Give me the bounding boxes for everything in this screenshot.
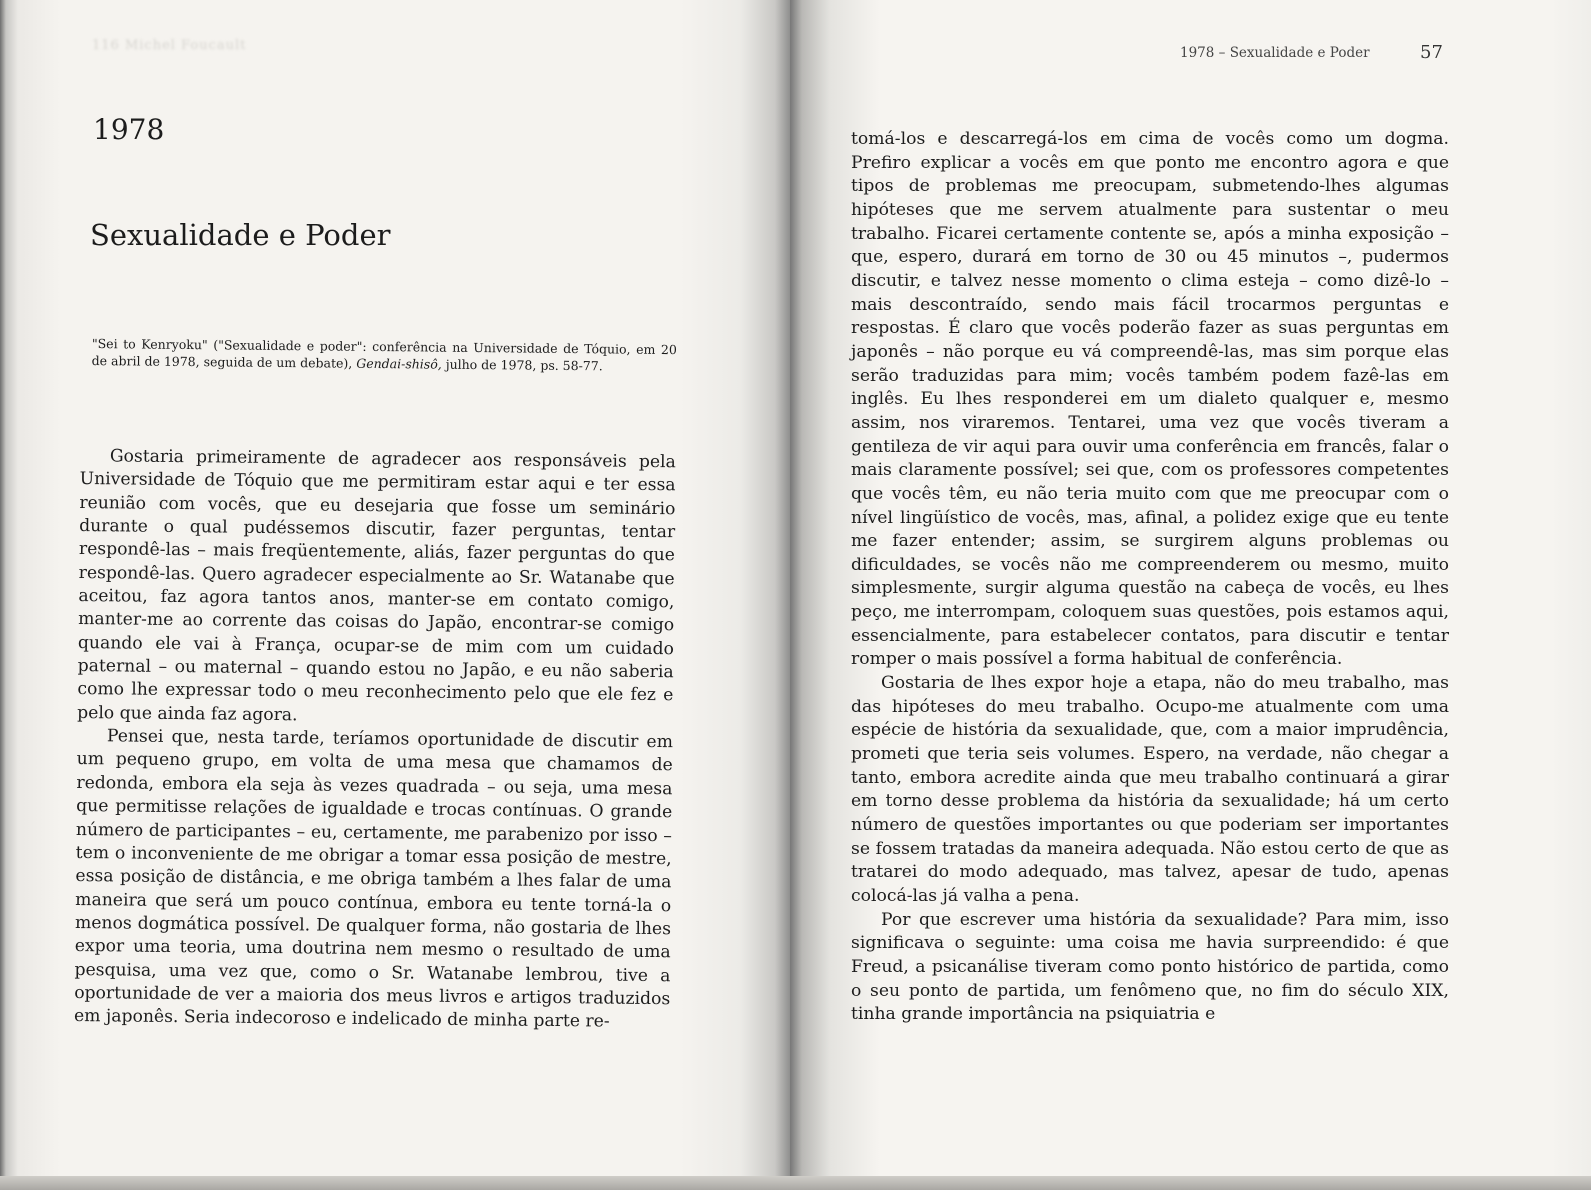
running-head: 1978 – Sexualidade e Poder (1180, 45, 1370, 61)
page-bottom-edge (0, 1176, 1591, 1190)
paragraph: Por que escrever uma história da sexualidade? Para mim, isso significava o seguinte: uma coisa me havia surpreendido: é que Freud, a psicanálise tiveram como ponto histórico de partida, como o seu ponto de partida, um fenômeno que, no fim do século XIX, tinha grande importância na psiquiatria e (851, 909, 1449, 1025)
right-body-text (851, 128, 1449, 1027)
chapter-year: 1978 (93, 113, 165, 146)
source-note-date: julho de 1978, ps. 58-77. (445, 356, 603, 374)
source-note (92, 335, 677, 375)
left-body-text (74, 445, 676, 1035)
paragraph: Gostaria de lhes expor hoje a etapa, não do meu trabalho, mas das hipóteses do meu trabalho. Ocupo-me atualmente com uma espécie de história da sexualidade, que, com a maior imprudência, prometi que teria seis volumes. Espero, na verdade, não chegar a tanto, embora acredite ainda que meu trabalho continuará a girar em torno desse problema da história da sexualidade; há um certo número de questões importantes ou que poderiam ser importantes se fossem tratadas da maneira adequada. Não estou certo de que as tratarei do modo adequado, mas talvez, apesar de tudo, apenas colocá-las já valha a pena. (851, 673, 1449, 906)
source-note-text: "Sei to Kenryoku" ("Sexualidade e poder": conferência na Universidade de Tóquio, em 20 de abril de 1978, seguida de um debate), (91, 335, 677, 371)
page-number: 57 (1420, 42, 1443, 63)
chapter-title: Sexualidade e Poder (90, 218, 391, 252)
left-page (0, 0, 790, 1180)
paragraph: Pensei que, nesta tarde, teríamos oportunidade de discutir em um pequeno grupo, em volta de uma mesa que chamamos de redonda, embora ela seja às vezes quadrada – ou seja, uma mesa que permitisse relações de igualdade e trocas contínuas. O grande número de participantes – eu, certamente, me parabenizo por isso – tem o inconveniente de me obrigar a tomar essa posição de mestre, essa posição de distância, e me obriga também a lhes falar de uma maneira que será um pouco contínua, embora eu tente torná-la o menos dogmática possível. De qualquer forma, não gostaria de lhes expor uma teoria, uma doutrina nem mesmo o resultado de uma pesquisa, uma vez que, como o Sr. Watanabe lembrou, tive a oportunidade de ver a maioria dos meus livros e artigos traduzidos em japonês. Seria indecoroso e indelicado de minha parte re- (73, 726, 674, 1032)
ghost-header: 116 Michel Foucault (92, 38, 247, 53)
paragraph: tomá-los e descarregá-los em cima de vocês como um dogma. Prefiro explicar a vocês em que ponto me encontro agora e que tipos de problemas me preocupam, submetendo-lhes algumas hipóteses que me servem atualmente para sustentar o meu trabalho. Ficarei certamente contente se, após a minha exposição – que, espero, durará em torno de 30 ou 45 minutos –, pudermos discutir, e talvez nesse momento o clima esteja – como dizê-lo – mais descontraído, sendo mais fácil trocarmos perguntas e respostas. É claro que vocês poderão fazer as suas perguntas em japonês – não porque eu vá compreendê-las, mas sim porque elas serão traduzidas para mim; vocês também podem fazê-las em inglês. Eu lhes responderei em um dialeto qualquer e, mesmo assim, nos viraremos. Tentarei, uma vez que vocês tiveram a gentileza de vir aqui para ouvir uma conferência em francês, falar o mais claramente possível; sei que, com os professores competentes que vocês têm, eu não teria muito com que me preocupar com o nível lingüístico de vocês, mas, afinal, a polidez exige que eu tente me fazer entender; assim, se surgirem alguns problemas ou dificuldades, se vocês não me compreenderem ou mesmo, muito simplesmente, surgir alguma questão na cabeça de vocês, eu lhes peço, me interrompam, coloquem suas questões, pois estamos aqui, essencialmente, para estabelecer contatos, para discutir e tentar romper o mais possível a forma habitual de conferência. (851, 129, 1449, 670)
paragraph: Gostaria primeiramente de agradecer aos responsáveis pela Universidade de Tóquio que me permitiram estar aqui e ter essa reunião com vocês, que eu desejaria que fosse um seminário durante o qual pudéssemos discutir, fazer perguntas, tentar respondê-las – mais freqüentemente, aliás, fazer perguntas do que respondê-las. Quero agradecer especialmente ao Sr. Watanabe que aceitou, faz agora tantos anos, manter-se em contato comigo, manter-me ao corrente das coisas do Japão, encontrar-se comigo quando ele vai à França, ocupar-se de mim com um cuidado paternal – ou maternal – quando estou no Japão, e eu não saberia como lhe expressar todo o meu reconhecimento pelo que ele fez e pelo que ainda faz agora. (77, 446, 676, 726)
journal-title: Gendai-shisô, (356, 355, 442, 372)
